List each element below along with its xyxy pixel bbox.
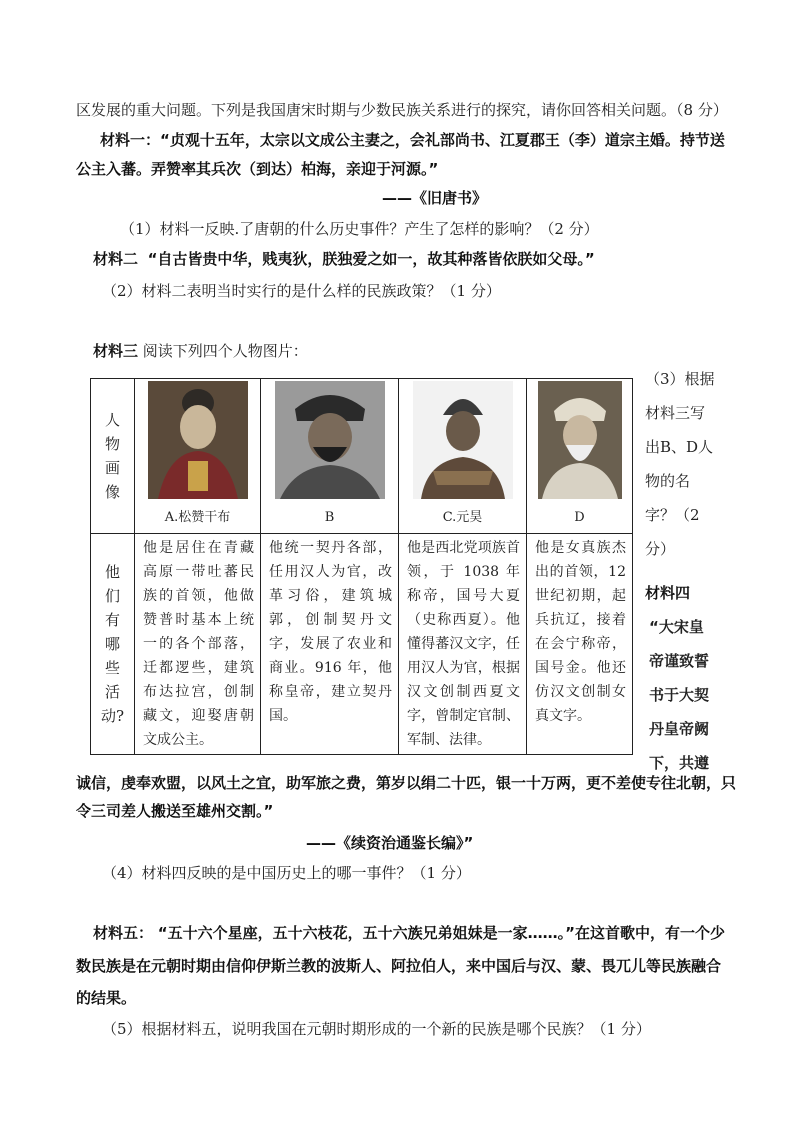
figure-b-desc: 他统一契丹各部，任用汉人为官，改革习俗，建筑城郭，创制契丹文字，发展了农业和商业。916 年，他称皇帝，建立契丹国。 (261, 534, 399, 755)
figure-b-caption: B (324, 510, 335, 525)
figures-table (90, 378, 633, 755)
figure-c-desc: 他是西北党项族首领，于 1038 年称帝，国号大夏（史称西夏）。他懂得蕃汉文字，任用汉人为官，根据汉文创制西夏文字，曾制定官制、军制、法律。 (399, 534, 527, 755)
material-2-label: 材料二 (93, 250, 139, 268)
material-2-text: “自古皆贵中华，贱夷狄，朕独爱之如一，故其种落皆依朕如父母。” (147, 250, 595, 268)
figure-a-caption: A.松赞干布 (164, 510, 231, 525)
helmet-portrait-icon (413, 381, 513, 499)
figure-c-caption: C.元昊 (442, 510, 483, 525)
activity-row-head (91, 534, 135, 755)
figure-a-desc: 他是居住在青藏高原一带吐蕃民族的首领，他做赞普时基本上统一的各个部落，迁都逻些，建筑布达拉宫，创制藏文，迎娶唐朝文成公主。 (135, 534, 261, 755)
question-5: （5）根据材料五，说明我国在元朝时期形成的一个新的民族是哪个民族？（1 分） (102, 1020, 651, 1038)
statue-portrait-icon (148, 381, 248, 499)
figure-d-caption: D (574, 510, 585, 525)
portrait-row (91, 379, 633, 534)
elder-portrait-icon (538, 381, 622, 499)
material-1-text-2: 公主入蕃。弄赞率其兵次（到达）柏海，亲迎于河源。” (76, 160, 439, 178)
material-1-line-1 (100, 129, 725, 150)
question-2: （2）材料二表明当时实行的是什么样的民族政策？（1 分） (102, 282, 501, 300)
warrior-portrait-icon (275, 381, 385, 499)
material-4-source: ——《续资治通鉴长编》” (306, 834, 474, 852)
figure-a-cell (135, 379, 261, 534)
material-4-label: 材料四 (645, 584, 691, 602)
question-3: （3）根据材料三写出B、D人物的名字？（2 分） (645, 370, 715, 558)
material-3-intro: 阅读下列四个人物图片： (142, 342, 308, 360)
material-5-text-1: “五十六个星座，五十六枝花，五十六族兄弟姐妹是一家……。”在这首歌中，有一个少 (157, 924, 726, 942)
figure-a-portrait (148, 381, 248, 499)
material-5-text-2: 数民族是在元朝时期由信仰伊斯兰教的波斯人、阿拉伯人，来中国后与汉、蒙、畏兀儿等民族融合 (76, 957, 722, 975)
figure-b-portrait (275, 381, 385, 499)
material-1-label: 材料一： (100, 131, 161, 149)
material-2-line (93, 248, 595, 269)
figure-d-desc: 他是女真族杰出的首领，12 世纪初期，起兵抗辽，接着在会宁称帝，国号金。他还仿汉文创制女真文字。 (527, 534, 633, 755)
figure-c-portrait (413, 381, 513, 499)
material-5-line-1 (93, 922, 725, 943)
activity-row (91, 534, 633, 755)
figure-c-cell (399, 379, 527, 534)
question-4: （4）材料四反映的是中国历史上的哪一事件？（1 分） (102, 864, 471, 882)
material-4-side (645, 576, 715, 780)
material-3-line (93, 340, 308, 361)
material-4-text-1: 诚信，虔奉欢盟，以风土之宜，助军旅之费，第岁以绢二十匹，银一十万两，更不差使专往北朝，只 (76, 774, 737, 792)
material-5-label: 材料五： (93, 924, 154, 942)
figure-d-cell (527, 379, 633, 534)
question-1: （1）材料一反映.了唐朝的什么历史事件？产生了怎样的影响？（2 分） (120, 220, 599, 238)
activity-row-head-text: 他们有哪些活动? (101, 563, 125, 725)
material-1-text-1: “贞观十五年，太宗以文成公主妻之，会礼部尚书、江夏郡王（李）道宗主婚。持节送 (160, 131, 725, 149)
figure-d-portrait (538, 381, 622, 499)
portrait-row-head (91, 379, 135, 534)
material-4-side-text: “大宋皇帝谨致誓书于大契丹皇帝阙下，共遵 (649, 618, 710, 772)
figure-b-cell (261, 379, 399, 534)
material-5-text-3: 的结果。 (76, 989, 137, 1007)
intro-line: 区发展的重大问题。下列是我国唐宋时期与少数民族关系进行的探究，请你回答相关问题。（8 分） (76, 101, 728, 119)
material-1-source: ——《旧唐书》 (382, 189, 488, 207)
portrait-row-head-text: 人物画像 (104, 411, 120, 501)
material-3-label: 材料三 (93, 342, 139, 360)
material-4-text-2: 令三司差人搬送至雄州交割。” (76, 802, 274, 820)
